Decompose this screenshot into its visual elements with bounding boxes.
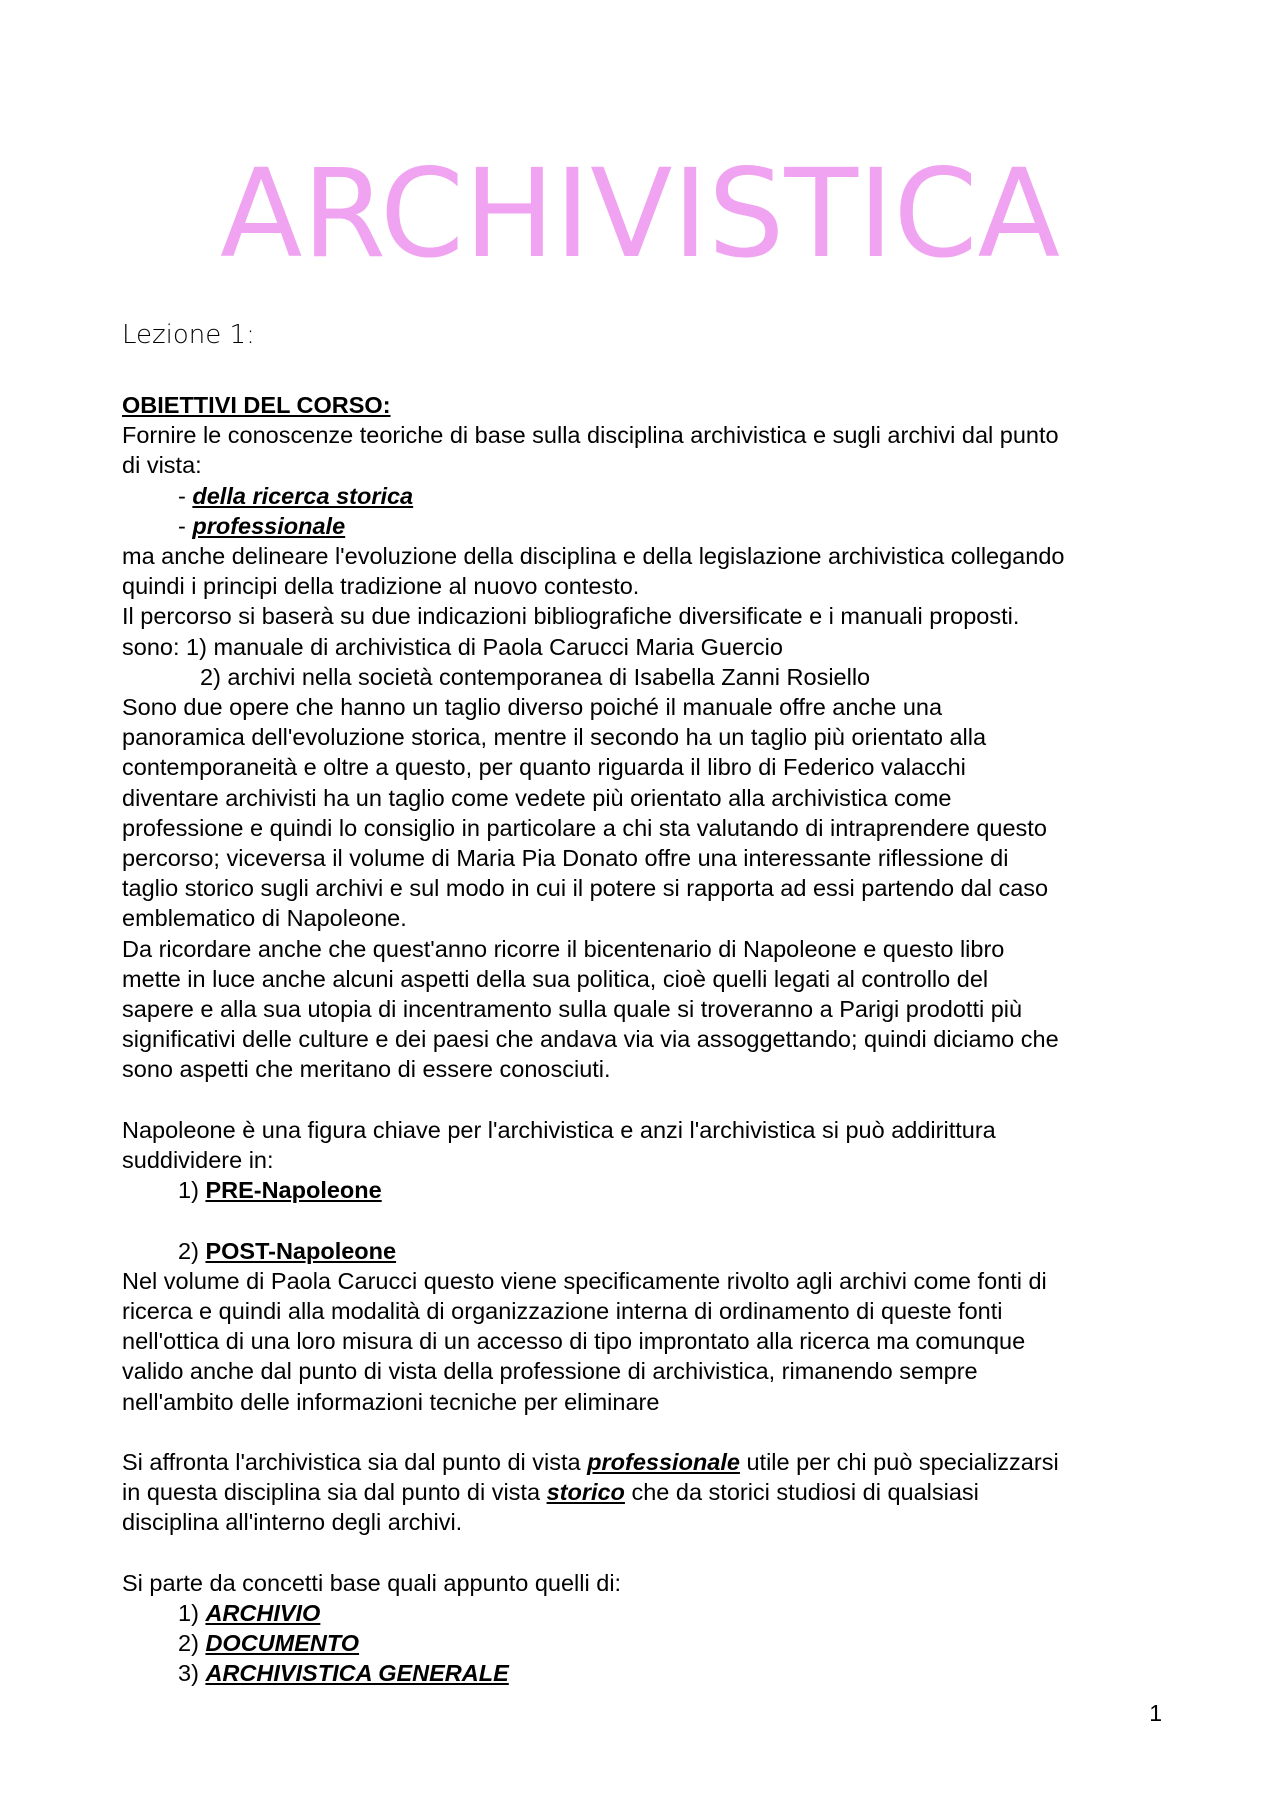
text-line: Si parte da concetti base quali appunto quelli di: [122, 1569, 622, 1596]
text-line: contemporaneità e oltre a questo, per quanto riguarda il libro di Federico valacchi [122, 754, 966, 781]
objectives-heading: OBIETTIVI DEL CORSO: [122, 392, 391, 418]
bibliography-item: sono: 1) manuale di archivistica di Paola Carucci Maria Guercio [122, 633, 783, 660]
text-line: diventare archivisti ha un taglio come vedete più orientato alla archivistica come [122, 784, 952, 811]
text-line: mette in luce anche alcuni aspetti della sua politica, cioè quelli legati al controllo del [122, 965, 989, 992]
objective-item: - della ricerca storica [178, 482, 414, 509]
text-line: Napoleone è una figura chiave per l'archivistica e anzi l'archivistica si può addirittura [122, 1116, 996, 1143]
title-banner [200, 138, 1080, 288]
objective-item-label: della ricerca storica [192, 482, 414, 509]
paragraph-gap [122, 1205, 1192, 1235]
text-line: sono aspetti che meritano di essere conosciuti. [122, 1056, 611, 1083]
text-line: quindi i principi della tradizione al nuovo contesto. [122, 573, 640, 600]
text-line: suddividere in: [122, 1147, 274, 1174]
document-body [122, 390, 1192, 1689]
text-line: percorso; viceversa il volume di Maria Pia Donato offre una interessante riflessione di [122, 845, 1009, 872]
text-line: disciplina all'interno degli archivi. [122, 1509, 463, 1536]
text-line: Il percorso si baserà su due indicazioni bibliografiche diversificate e i manuali proposti. [122, 603, 1020, 630]
paragraph-gap [122, 1417, 1192, 1447]
objective-item: - professionale [178, 512, 346, 539]
text-line: Si affronta l'archivistica sia dal punto di vista professionale utile per chi può specializzarsi [122, 1449, 1059, 1476]
period-item-label: PRE-Napoleone [205, 1177, 382, 1204]
paragraph-gap [122, 1538, 1192, 1568]
period-item: 1) PRE-Napoleone [178, 1177, 382, 1204]
paragraph-gap [122, 1085, 1192, 1115]
text-line: taglio storico sugli archivi e sul modo in cui il potere si rapporta ad essi partendo dal caso [122, 875, 1049, 902]
text-line: nell'ambito delle informazioni tecniche per eliminare [122, 1388, 660, 1415]
text-line: valido anche dal punto di vista della professione di archivistica, rimanendo sempre [122, 1358, 978, 1385]
text-line: panoramica dell'evoluzione storica, mentre il secondo ha un taglio più orientato alla [122, 724, 987, 751]
text-line: Sono due opere che hanno un taglio diverso poiché il manuale offre anche una [122, 694, 943, 721]
text-line: ma anche delineare l'evoluzione della disciplina e della legislazione archivistica collegando [122, 543, 1065, 570]
concept-item-label: DOCUMENTO [205, 1630, 360, 1657]
text-line: sapere e alla sua utopia di incentramento sulla quale si troveranno a Parigi prodotti più [122, 996, 1023, 1023]
page-number: 1 [1149, 1700, 1162, 1726]
banner-title: ARCHIVISTICA [220, 143, 1060, 285]
text-line: professione e quindi lo consiglio in particolare a chi sta valutando di intraprendere questo [122, 814, 1047, 841]
period-item-label: POST-Napoleone [205, 1237, 397, 1264]
objectives-intro-line: di vista: [122, 452, 202, 479]
emphasis-storico: storico [546, 1479, 625, 1506]
concept-item: 1) ARCHIVIO [178, 1600, 321, 1627]
text-line: Nel volume di Paola Carucci questo viene specificamente rivolto agli archivi come fonti di [122, 1267, 1047, 1294]
text-line: ricerca e quindi alla modalità di organizzazione interna di ordinamento di queste fonti [122, 1298, 1003, 1325]
text-line: in questa disciplina sia dal punto di vista storico che da storici studiosi di qualsiasi [122, 1479, 979, 1506]
concept-item-label: ARCHIVISTICA GENERALE [205, 1660, 509, 1687]
lesson-title: Lezione 1: [122, 320, 255, 350]
period-item: 2) POST-Napoleone [178, 1237, 397, 1264]
objective-item-label: professionale [192, 512, 346, 539]
title-wordart [200, 138, 1080, 288]
text-line: emblematico di Napoleone. [122, 905, 407, 932]
text-line: Da ricordare anche che quest'anno ricorre il bicentenario di Napoleone e questo libro [122, 935, 1005, 962]
concept-item-label: ARCHIVIO [205, 1600, 321, 1627]
text-line: nell'ottica di una loro misura di un accesso di tipo improntato alla ricerca ma comunque [122, 1328, 1026, 1355]
emphasis-professionale: professionale [587, 1449, 740, 1476]
concept-item: 3) ARCHIVISTICA GENERALE [178, 1660, 509, 1687]
text-line: significativi delle culture e dei paesi che andava via via assoggettando; quindi diciamo che [122, 1026, 1059, 1053]
objectives-intro-line: Fornire le conoscenze teoriche di base sulla disciplina archivistica e sugli archivi dal punto [122, 422, 1059, 449]
bibliography-item: 2) archivi nella società contemporanea di Isabella Zanni Rosiello [200, 663, 871, 690]
concept-item: 2) DOCUMENTO [178, 1630, 360, 1657]
